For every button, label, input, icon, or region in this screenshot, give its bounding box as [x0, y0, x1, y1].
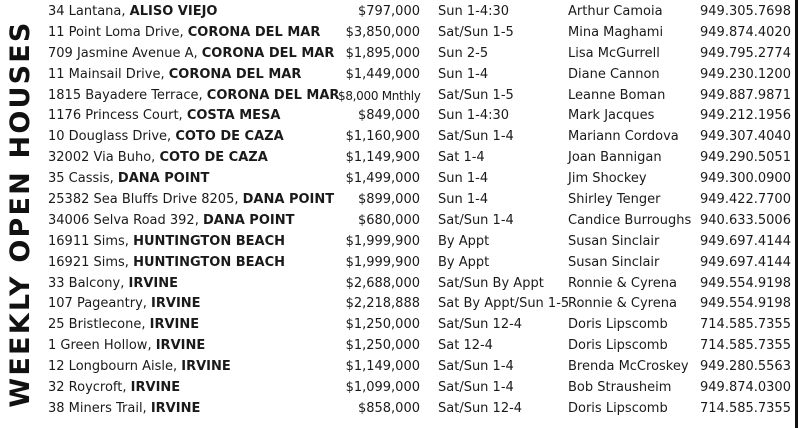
listing-price: $680,000 [357, 212, 420, 228]
city-name: DANA POINT [242, 192, 335, 208]
listing-row [48, 127, 794, 148]
street-address: 35 Cassis, [48, 171, 114, 187]
listing-row [48, 2, 794, 23]
street-address: 25 Bristlecone, [48, 317, 146, 333]
open-house-listings [48, 2, 794, 420]
listing-row [48, 357, 794, 378]
listing-price: $1,149,900 [345, 150, 420, 166]
open-house-times: Sat/Sun By Appt [438, 275, 544, 291]
open-house-times: Sat/Sun 12-4 [438, 317, 523, 333]
street-address: 33 Balcony, [48, 275, 125, 291]
open-house-times: Sun 1-4:30 [438, 4, 510, 19]
agent-phone: 949.280.5563 [700, 359, 791, 375]
listing-price: $8,000 Mnthly [338, 88, 421, 103]
city-name: CORONA DEL MAR [201, 45, 335, 61]
listing-address [48, 44, 338, 65]
agent-phone: 949.554.9198 [700, 275, 791, 291]
city-name: HUNTINGTON BEACH [133, 254, 285, 270]
listing-row [48, 44, 794, 65]
street-address: 25382 Sea Bluffs Drive 8205, [48, 192, 239, 208]
agent-name: Diane Cannon [568, 66, 660, 82]
agent-phone: 949.554.9198 [700, 296, 791, 312]
street-address: 34 Lantana, [48, 4, 126, 19]
agent-name: Joan Bannigan [568, 150, 662, 166]
listing-price: $2,218,888 [345, 296, 420, 312]
agent-name: Doris Lipscomb [568, 400, 668, 416]
listing-address [48, 336, 338, 357]
column-divider [795, 0, 798, 428]
street-address: 16911 Sims, [48, 233, 129, 249]
listing-row [48, 253, 794, 274]
listing-price: $1,999,900 [345, 254, 420, 270]
street-address: 38 Miners Trail, [48, 400, 147, 416]
page-title: WEEKLY OPEN HOUSES [4, 20, 36, 408]
street-address: 34006 Selva Road 392, [48, 212, 199, 228]
street-address: 1176 Princess Court, [48, 108, 183, 124]
city-name: CORONA DEL MAR [206, 87, 340, 103]
open-house-times: Sat/Sun 1-5 [438, 24, 514, 40]
city-name: DANA POINT [202, 212, 295, 228]
city-name: COTO DE CAZA [159, 150, 268, 166]
listing-address [48, 86, 338, 107]
listing-address [48, 23, 338, 44]
city-name: CORONA DEL MAR [187, 24, 321, 40]
listing-price: $1,099,000 [345, 380, 420, 396]
open-house-times: Sat/Sun 1-5 [438, 87, 514, 103]
open-house-times: Sat 1-4 [438, 150, 485, 166]
open-house-times: Sat/Sun 1-4 [438, 359, 514, 375]
listing-price: $1,250,000 [345, 338, 420, 354]
agent-phone: 714.585.7355 [700, 400, 791, 416]
street-address: 11 Mainsail Drive, [48, 66, 165, 82]
open-house-times: Sun 2-5 [438, 45, 489, 61]
listing-address [48, 127, 338, 148]
listing-price: $1,895,000 [345, 45, 420, 61]
city-name: COTO DE CAZA [175, 129, 284, 145]
agent-name: Doris Lipscomb [568, 338, 668, 354]
open-house-times: Sat 12-4 [438, 338, 493, 354]
agent-phone: 714.585.7355 [700, 317, 791, 333]
listing-address [48, 190, 338, 211]
listing-address [48, 315, 338, 336]
listing-row [48, 169, 794, 190]
listing-row [48, 106, 794, 127]
street-address: 32002 Via Buho, [48, 150, 156, 166]
street-address: 1 Green Hollow, [48, 338, 152, 354]
street-address: 32 Roycroft, [48, 380, 127, 396]
open-house-times: Sun 1-4 [438, 66, 489, 82]
listing-price: $3,850,000 [345, 24, 420, 40]
street-address: 11 Point Loma Drive, [48, 24, 184, 40]
listing-price: $1,999,900 [345, 233, 420, 249]
agent-phone: 949.305.7698 [700, 4, 791, 19]
city-name: COSTA MESA [186, 108, 281, 124]
street-address: 10 Douglass Drive, [48, 129, 172, 145]
agent-name: Leanne Boman [568, 87, 666, 103]
city-name: IRVINE [181, 359, 231, 375]
agent-phone: 949.290.5051 [700, 150, 791, 166]
city-name: ALISO VIEJO [129, 4, 218, 19]
listing-address [48, 148, 338, 169]
open-house-times: Sun 1-4 [438, 192, 489, 208]
agent-name: Jim Shockey [568, 171, 647, 187]
agent-phone: 949.795.2774 [700, 45, 791, 61]
listing-row [48, 399, 794, 420]
listing-address [48, 294, 338, 315]
city-name: IRVINE [149, 317, 200, 333]
agent-name: Susan Sinclair [568, 254, 660, 270]
open-house-times: Sun 1-4 [438, 171, 489, 187]
listing-address [48, 357, 338, 378]
listing-price: $2,688,000 [345, 275, 420, 291]
listing-row [48, 315, 794, 336]
agent-name: Arthur Camoia [568, 4, 663, 19]
listing-address [48, 232, 338, 253]
listing-row [48, 86, 794, 107]
listing-row [48, 148, 794, 169]
open-house-times: By Appt [438, 254, 490, 270]
listing-price: $1,160,900 [345, 129, 420, 145]
listing-row [48, 336, 794, 357]
agent-name: Mariann Cordova [568, 129, 679, 145]
city-name: HUNTINGTON BEACH [133, 233, 285, 249]
street-address: 12 Longbourn Aisle, [48, 359, 178, 375]
agent-phone: 949.874.0300 [700, 380, 791, 396]
agent-name: Candice Burroughs [568, 212, 692, 228]
agent-name: Ronnie & Cyrena [568, 296, 677, 312]
open-house-times: Sat/Sun 1-4 [438, 212, 514, 228]
listing-row [48, 65, 794, 86]
listing-row [48, 294, 794, 315]
street-address: 709 Jasmine Avenue A, [48, 45, 198, 61]
agent-name: Mina Maghami [568, 24, 664, 40]
street-address: 1815 Bayadere Terrace, [48, 87, 203, 103]
listing-address [48, 65, 338, 86]
agent-name: Shirley Tenger [568, 192, 661, 208]
agent-phone: 714.585.7355 [700, 338, 791, 354]
agent-phone: 949.300.0900 [700, 171, 791, 187]
listing-price: $1,499,000 [345, 171, 420, 187]
agent-name: Bob Strausheim [568, 380, 672, 396]
agent-phone: 949.230.1200 [700, 66, 791, 82]
listing-price: $849,000 [357, 108, 420, 124]
street-address: 16921 Sims, [48, 254, 129, 270]
open-house-times: Sat/Sun 1-4 [438, 380, 514, 396]
open-house-times: Sat By Appt/Sun 1-5 [438, 296, 570, 312]
agent-phone: 949.422.7700 [700, 192, 791, 208]
agent-phone: 940.633.5006 [700, 212, 791, 228]
city-name: IRVINE [130, 380, 181, 396]
city-name: IRVINE [151, 296, 201, 312]
listing-address [48, 274, 338, 295]
agent-name: Brenda McCroskey [568, 359, 689, 375]
street-address: 107 Pageantry, [48, 296, 147, 312]
listing-price: $899,000 [357, 192, 420, 208]
listing-row [48, 23, 794, 44]
listing-address [48, 106, 338, 127]
open-house-times: Sat/Sun 12-4 [438, 400, 523, 416]
city-name: IRVINE [128, 275, 178, 291]
listing-address [48, 378, 338, 399]
listing-row [48, 190, 794, 211]
agent-name: Susan Sinclair [568, 233, 660, 249]
city-name: DANA POINT [117, 171, 210, 187]
listing-address [48, 211, 338, 232]
listing-price: $1,149,000 [345, 359, 420, 375]
agent-name: Mark Jacques [568, 108, 655, 124]
city-name: IRVINE [155, 338, 206, 354]
agent-phone: 949.212.1956 [700, 108, 791, 124]
listing-address [48, 253, 338, 274]
listing-address [48, 2, 338, 23]
open-house-times: Sun 1-4:30 [438, 108, 510, 124]
city-name: IRVINE [150, 400, 201, 416]
agent-phone: 949.307.4040 [700, 129, 791, 145]
listing-price: $858,000 [357, 400, 420, 416]
listing-address [48, 399, 338, 420]
agent-phone: 949.697.4144 [700, 233, 791, 249]
agent-phone: 949.887.9871 [700, 87, 791, 103]
listing-row [48, 232, 794, 253]
listing-row [48, 274, 794, 295]
open-house-times: Sat/Sun 1-4 [438, 129, 514, 145]
agent-name: Lisa McGurrell [568, 45, 660, 61]
listing-price: $797,000 [357, 4, 420, 19]
agent-phone: 949.697.4144 [700, 254, 791, 270]
city-name: CORONA DEL MAR [168, 66, 302, 82]
listing-price: $1,250,000 [345, 317, 420, 333]
open-house-times: By Appt [438, 233, 490, 249]
listing-row [48, 211, 794, 232]
agent-name: Doris Lipscomb [568, 317, 668, 333]
agent-name: Ronnie & Cyrena [568, 275, 677, 291]
listing-row [48, 378, 794, 399]
listing-price: $1,449,000 [345, 66, 420, 82]
agent-phone: 949.874.4020 [700, 24, 791, 40]
listing-address [48, 169, 338, 190]
